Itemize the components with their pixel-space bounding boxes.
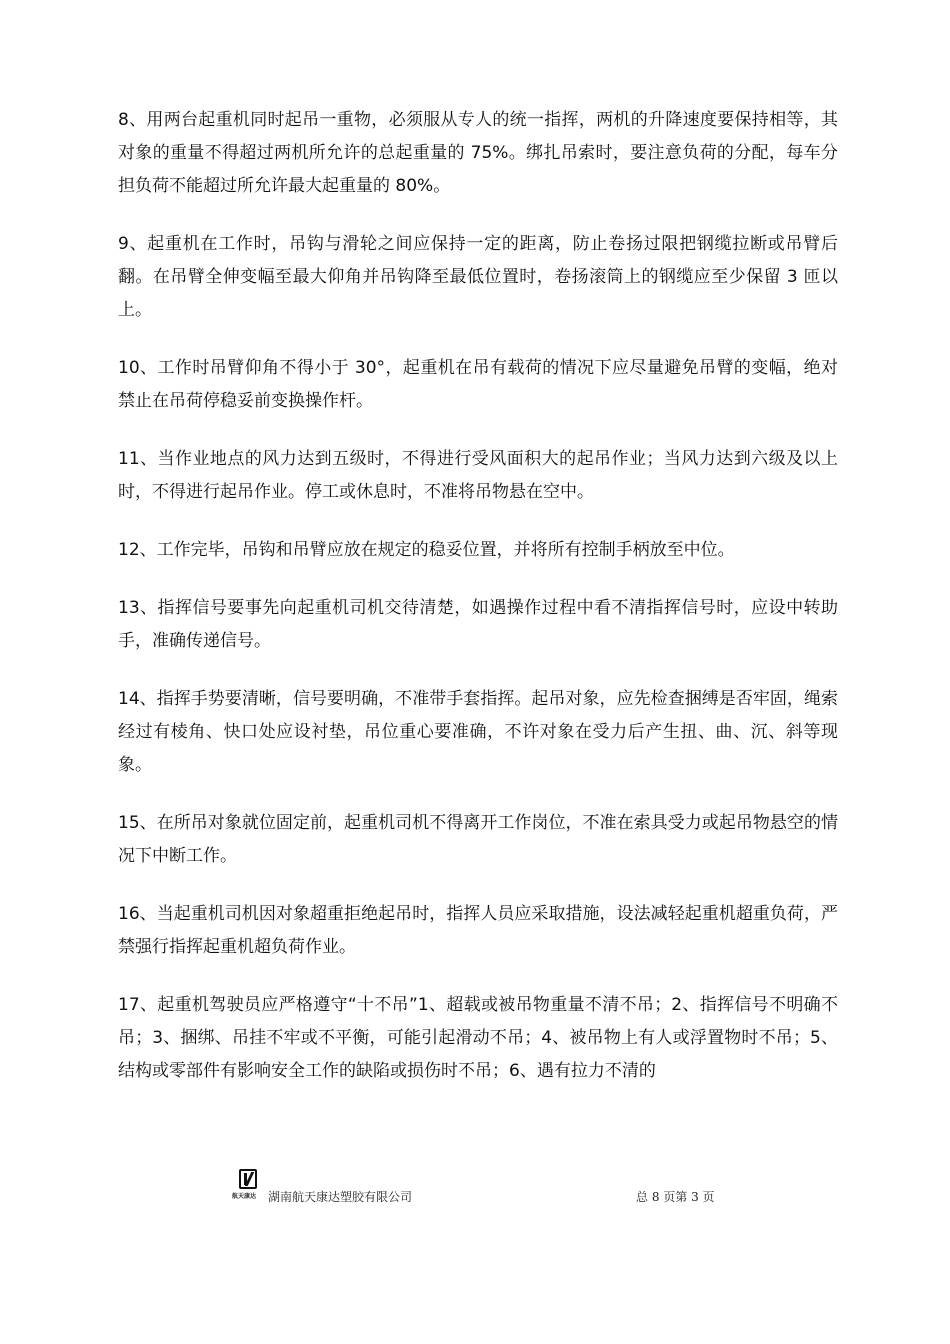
paragraph-15: 15、在所吊对象就位固定前，起重机司机不得离开工作岗位，不准在索具受力或起吊物悬空的情况下中断工作。 xyxy=(118,813,838,866)
body-text xyxy=(118,104,838,1113)
paragraph-9: 9、起重机在工作时，吊钩与滑轮之间应保持一定的距离，防止卷扬过限把钢缆拉断或吊臂后翻。在吊臂全伸变幅至最大仰角并吊钩降至最低位置时，卷扬滚筒上的钢缆应至少保留 3 匝以上。 xyxy=(118,234,838,320)
paragraph-17: 17、起重机驾驶员应严格遵守“十不吊”1、超载或被吊物重量不清不吊；2、指挥信号不明确不吊；3、捆绑、吊挂不牢或不平衡，可能引起滑动不吊；4、被吊物上有人或浮置物时不吊；5、结构或零部件有影响安全工作的缺陷或损伤时不吊；6、遇有拉力不清的 xyxy=(118,995,838,1081)
company-logo xyxy=(232,1169,266,1205)
logo-icon xyxy=(239,1169,257,1189)
paragraph-16: 16、当起重机司机因对象超重拒绝起吊时，指挥人员应采取措施，设法减轻起重机超重负荷，严禁强行指挥起重机超负荷作业。 xyxy=(118,904,838,957)
paragraph-14: 14、指挥手势要清晰，信号要明确，不准带手套指挥。起吊对象，应先检查捆缚是否牢固，绳索经过有棱角、快口处应设衬垫，吊位重心要准确，不许对象在受力后产生扭、曲、沉、斜等现象。 xyxy=(118,689,838,775)
logo-text: 航天康达 xyxy=(232,1193,257,1200)
paragraph-10: 10、工作时吊臂仰角不得小于 30°，起重机在吊有载荷的情况下应尽量避免吊臂的变幅，绝对禁止在吊荷停稳妥前变换操作杆。 xyxy=(118,358,838,411)
page-number: 总 8 页第 3 页 xyxy=(636,1190,715,1204)
company-name: 湖南航天康达塑胶有限公司 xyxy=(268,1190,413,1204)
page-footer xyxy=(232,1169,732,1209)
paragraph-12: 12、工作完毕，吊钩和吊臂应放在规定的稳妥位置，并将所有控制手柄放至中位。 xyxy=(118,540,735,560)
paragraph-13: 13、指挥信号要事先向起重机司机交待清楚，如遇操作过程中看不清指挥信号时，应设中转助手，准确传递信号。 xyxy=(118,598,838,651)
paragraph-11: 11、当作业地点的风力达到五级时，不得进行受风面积大的起吊作业；当风力达到六级及以上时，不得进行起吊作业。停工或休息时，不准将吊物悬在空中。 xyxy=(118,449,838,502)
paragraph-8: 8、用两台起重机同时起吊一重物，必须服从专人的统一指挥，两机的升降速度要保持相等，其对象的重量不得超过两机所允许的总起重量的 75%。绑扎吊索时，要注意负荷的分配，每车分担负荷不能超过所允许最大起重量的 80%。 xyxy=(118,110,838,196)
